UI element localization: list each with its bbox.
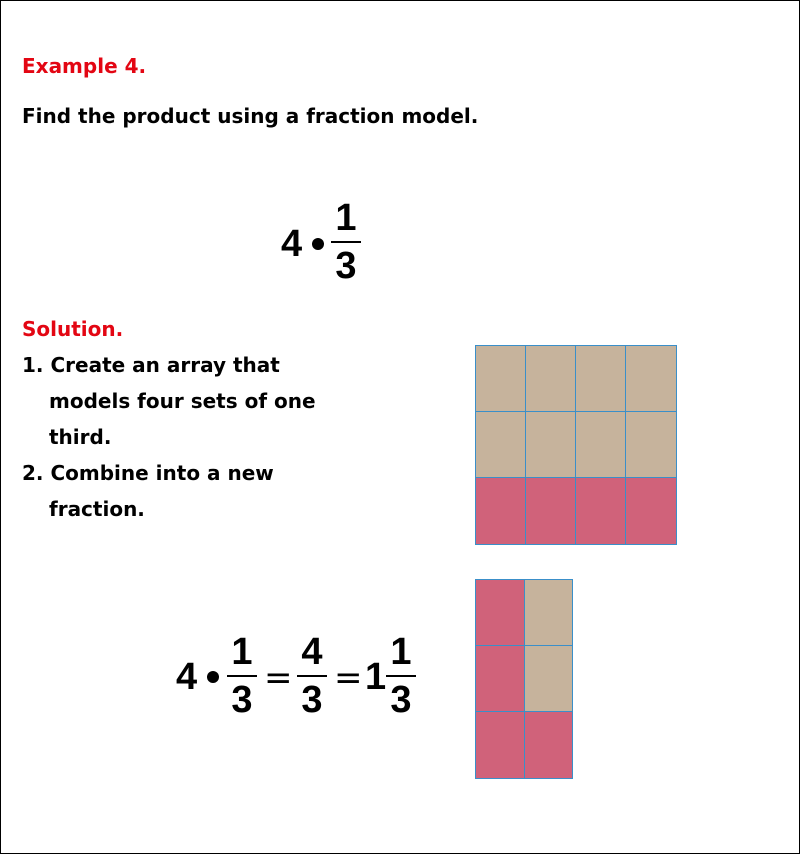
array-cell-unshaded (525, 411, 576, 478)
multiply-dot-icon (207, 671, 219, 683)
combined-cell-shaded (475, 711, 525, 779)
equals-sign: = (334, 658, 363, 698)
problem-denominator: 3 (335, 245, 357, 287)
array-cell-shaded (475, 477, 526, 545)
solution-step: 1. Create an array that (22, 353, 280, 377)
fraction-bar (331, 241, 361, 243)
fraction-bar (297, 675, 327, 677)
multiply-dot-icon (312, 238, 324, 250)
array-cell-unshaded (575, 345, 626, 412)
result-frac1-numerator: 1 (231, 631, 253, 673)
array-model (475, 345, 677, 545)
problem-fraction (331, 199, 361, 285)
result-frac2-numerator: 4 (301, 631, 323, 673)
equals-sign: = (264, 658, 293, 698)
array-cell-shaded (525, 477, 576, 545)
combined-cell-shaded (475, 579, 525, 646)
result-frac1-denominator: 3 (231, 679, 253, 721)
fraction-bar (386, 675, 416, 677)
mixed-numerator: 1 (390, 631, 412, 673)
problem-whole: 4 (281, 223, 303, 265)
problem-numerator: 1 (335, 197, 357, 239)
solution-heading: Solution. (22, 317, 124, 341)
array-cell-unshaded (625, 411, 677, 478)
array-cell-unshaded (475, 411, 526, 478)
result-frac2-denominator: 3 (301, 679, 323, 721)
fraction-bar (227, 675, 257, 677)
combined-model (475, 579, 573, 779)
solution-step: 2. Combine into a new (22, 461, 274, 485)
combined-cell-shaded (475, 645, 525, 712)
array-cell-unshaded (575, 411, 626, 478)
problem-prompt: Find the product using a fraction model. (22, 104, 479, 128)
solution-step: third. (49, 425, 112, 449)
solution-step: fraction. (49, 497, 145, 521)
mixed-whole: 1 (365, 656, 387, 698)
array-cell-unshaded (625, 345, 677, 412)
result-mixed-fraction (386, 633, 416, 719)
combined-cell-shaded (524, 711, 573, 779)
result-whole: 4 (176, 656, 198, 698)
combined-cell-unshaded (524, 579, 573, 646)
result-fraction-1 (227, 633, 257, 719)
array-cell-unshaded (525, 345, 576, 412)
array-cell-unshaded (475, 345, 526, 412)
example-label: Example 4. (22, 54, 147, 78)
result-fraction-2 (297, 633, 327, 719)
array-cell-shaded (575, 477, 626, 545)
mixed-denominator: 3 (390, 679, 412, 721)
array-cell-shaded (625, 477, 677, 545)
combined-cell-unshaded (524, 645, 573, 712)
solution-step: models four sets of one (49, 389, 316, 413)
